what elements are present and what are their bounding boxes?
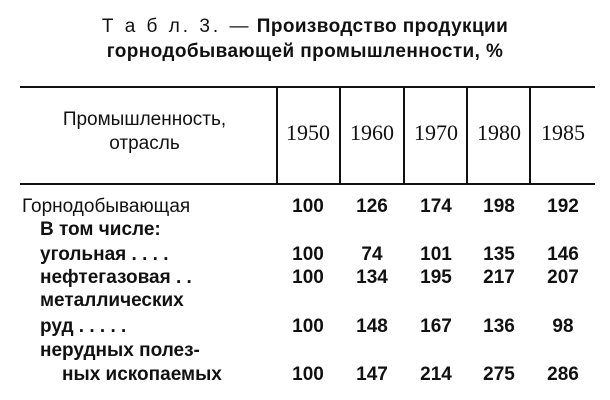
year-header: 1980 — [477, 120, 521, 145]
caption-title-line1: Производство продукции — [256, 16, 509, 37]
value-cell: 174 — [420, 196, 452, 217]
year-header: 1970 — [414, 120, 458, 145]
table-top-rule — [20, 86, 595, 88]
row-label: руд . . . . . — [40, 316, 127, 337]
value-cell: 167 — [420, 316, 452, 337]
row-label: Горнодобывающая — [22, 196, 191, 217]
row-label: нерудных полез- — [40, 340, 200, 361]
value-cell: 100 — [292, 196, 324, 217]
value-cell: 148 — [356, 316, 388, 337]
value-cell: 214 — [420, 364, 452, 385]
value-cell: 74 — [361, 244, 383, 265]
caption-prefix: Т а б л. 3. — — [101, 16, 252, 37]
value-cell: 100 — [292, 364, 324, 385]
value-cell: 100 — [292, 267, 324, 288]
value-cell: 192 — [547, 196, 579, 217]
value-cell: 134 — [356, 267, 388, 288]
table-row — [0, 242, 610, 267]
table-header-rule — [20, 183, 595, 185]
table-caption — [0, 14, 610, 64]
header-label-line2: отрасль — [109, 133, 180, 154]
table-row — [0, 314, 610, 339]
value-cell: 126 — [356, 196, 388, 217]
value-cell: 100 — [292, 244, 324, 265]
value-cell: 275 — [483, 364, 515, 385]
value-cell: 135 — [483, 244, 515, 265]
caption-title-line2: горнодобывающей промышленности, % — [106, 41, 504, 62]
header-label — [22, 108, 267, 156]
year-header: 1950 — [286, 120, 330, 145]
value-cell: 146 — [547, 244, 579, 265]
value-cell: 100 — [292, 316, 324, 337]
year-header: 1960 — [350, 120, 394, 145]
value-cell: 217 — [483, 267, 515, 288]
value-cell: 195 — [420, 267, 452, 288]
value-cell: 286 — [547, 364, 579, 385]
table-row — [0, 217, 610, 242]
row-label: ных ископаемых — [62, 364, 222, 385]
header-label-line1: Промышленность, — [62, 109, 227, 130]
table-row — [0, 362, 610, 387]
table-row — [0, 265, 610, 290]
value-cell: 136 — [483, 316, 515, 337]
row-label: металлических — [40, 290, 184, 311]
value-cell: 98 — [552, 316, 574, 337]
row-label: В том числе: — [40, 219, 161, 240]
table-row — [0, 338, 610, 363]
value-cell: 147 — [356, 364, 388, 385]
year-header: 1985 — [541, 120, 585, 145]
table-row — [0, 288, 610, 313]
row-label: нефтегазовая . . — [40, 267, 192, 288]
value-cell: 101 — [420, 244, 452, 265]
row-label: угольная . . . . — [40, 244, 169, 265]
table-row — [0, 194, 610, 219]
value-cell: 207 — [547, 267, 579, 288]
value-cell: 198 — [483, 196, 515, 217]
